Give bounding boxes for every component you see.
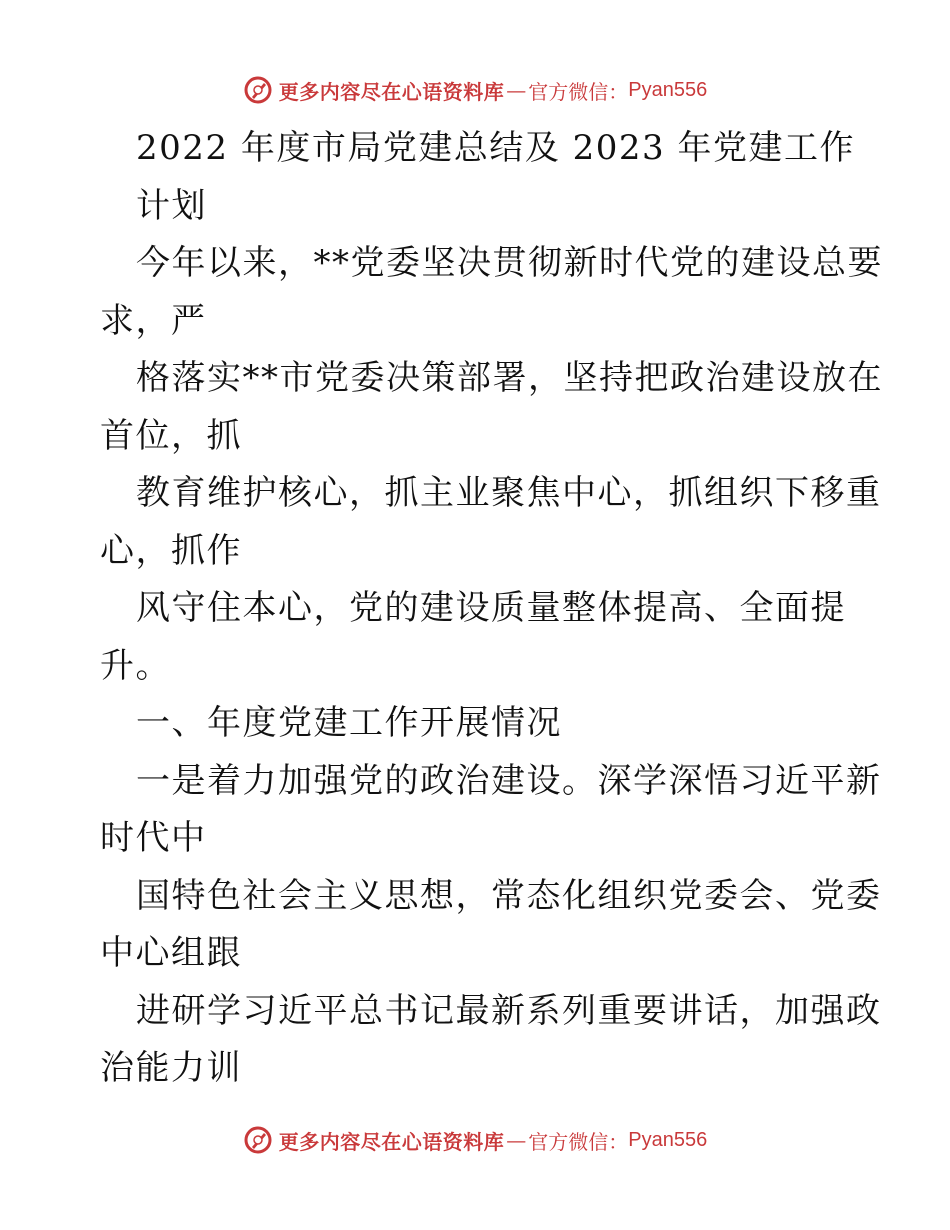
- document-line: 今年以来，**党委坚决贯彻新时代党的建设总要: [136, 243, 883, 283]
- document-line: 治能力训: [100, 1048, 242, 1088]
- document-line: 一是着力加强党的政治建设。深学深悟习近平新: [136, 760, 882, 801]
- banner-wechat-id: Pyan556: [628, 78, 708, 101]
- banner-main-text: 更多内容尽在心语资料库: [278, 1129, 505, 1154]
- banner-main-text: 更多内容尽在心语资料库: [278, 79, 505, 104]
- header-watermark-banner: [0, 70, 950, 110]
- banner-wechat-label: 官方微信：: [528, 1129, 629, 1154]
- document-body: [100, 120, 883, 1098]
- banner-dash: —: [506, 1128, 527, 1152]
- document-line: 求，严: [100, 300, 207, 341]
- document-line: 进研学习近平总书记最新系列重要讲话，加强政: [136, 990, 882, 1031]
- document-line: 一、年度党建工作开展情况: [136, 703, 562, 743]
- banner-wechat-id: Pyan556: [628, 1128, 708, 1151]
- quill-logo-icon: [243, 1125, 273, 1155]
- banner-dash: —: [506, 78, 527, 102]
- banner-wechat-label: 官方微信：: [528, 79, 629, 104]
- document-line: 心，抓作: [100, 530, 242, 571]
- document-line: 计划: [136, 185, 207, 226]
- document-line: 风守住本心，党的建设质量整体提高、全面提: [136, 588, 846, 628]
- document-line: 首位，抓: [100, 415, 242, 456]
- document-line: 时代中: [100, 818, 207, 858]
- document-line: 2022 年度市局党建总结及 2023 年党建工作: [136, 128, 855, 168]
- document-line: 中心组跟: [100, 933, 242, 973]
- document-line: 格落实**市党委决策部署，坚持把政治建设放在: [136, 358, 883, 398]
- document-line: 升。: [100, 645, 171, 686]
- quill-logo-icon: [243, 75, 273, 105]
- document-line: 教育维护核心，抓主业聚焦中心，抓组织下移重: [136, 473, 882, 513]
- document-line: 国特色社会主义思想，常态化组织党委会、党委: [136, 875, 882, 916]
- footer-watermark-banner: [0, 1120, 950, 1160]
